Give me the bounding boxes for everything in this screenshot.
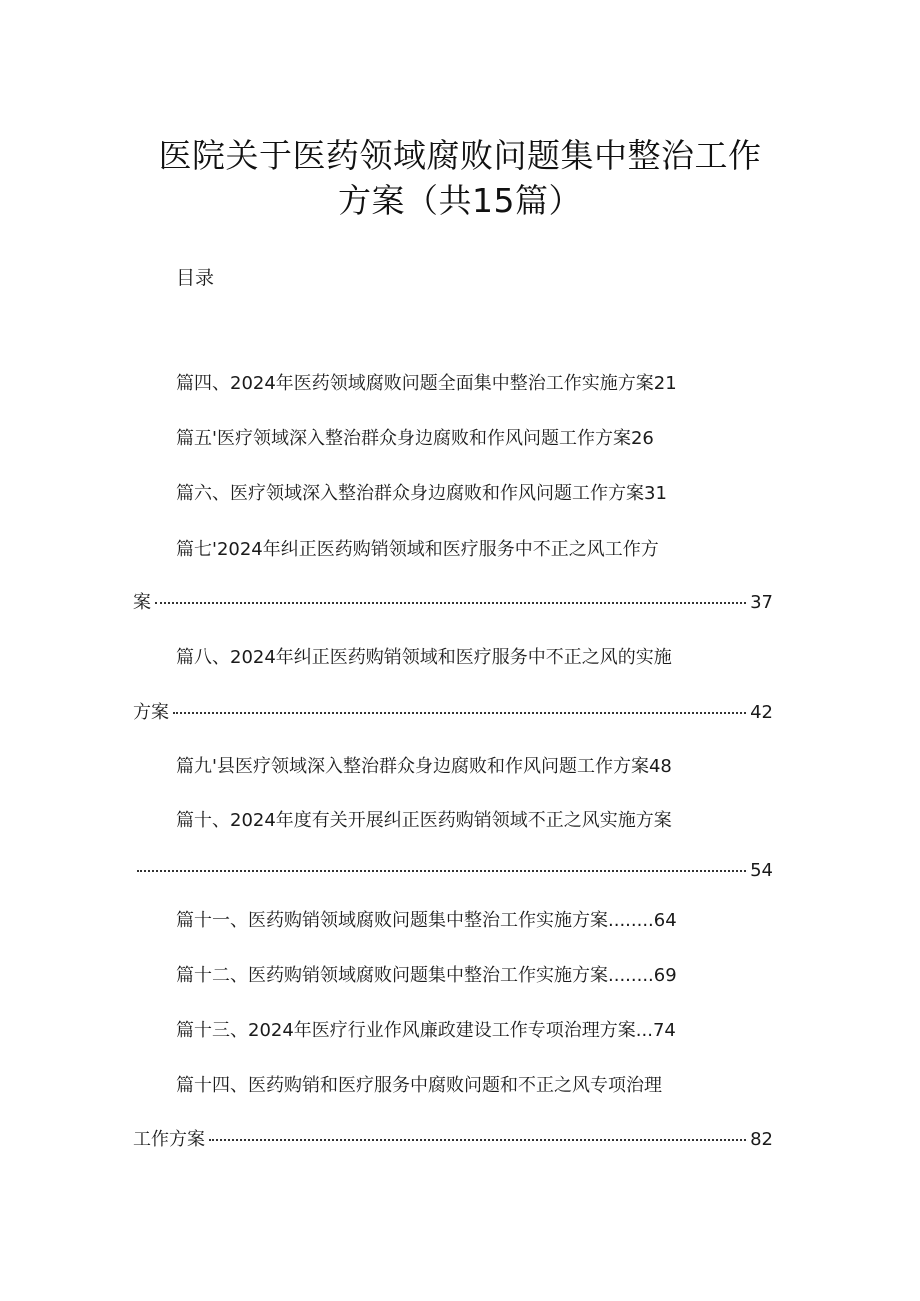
toc-entry-13[interactable]: 篇十三、2024年医疗行业作风廉政建设工作专项治理方案...74 bbox=[176, 1020, 676, 1041]
toc-heading: 目录 bbox=[176, 267, 215, 289]
dot-leader bbox=[137, 868, 746, 872]
toc-entry-8-page: 42 bbox=[750, 702, 773, 723]
toc-entry-8-line-2[interactable] bbox=[133, 700, 773, 726]
document-title-line-1: 医院关于医药领域腐败问题集中整治工作 bbox=[158, 136, 762, 175]
toc-entry-5[interactable]: 篇五'医疗领域深入整治群众身边腐败和作风问题工作方案26 bbox=[176, 428, 654, 449]
toc-entry-7-page: 37 bbox=[750, 592, 773, 613]
toc-entry-9[interactable]: 篇九'县医疗领域深入整治群众身边腐败和作风问题工作方案48 bbox=[176, 756, 672, 777]
toc-entry-10-line-2[interactable] bbox=[133, 858, 773, 884]
toc-entry-12[interactable]: 篇十二、医药购销领域腐败问题集中整治工作实施方案........69 bbox=[176, 965, 677, 986]
toc-entry-7-line-1[interactable]: 篇七'2024年纠正医药购销领域和医疗服务中不正之风工作方 bbox=[176, 539, 659, 560]
toc-entry-7-line-2[interactable] bbox=[133, 590, 773, 616]
toc-entry-6[interactable]: 篇六、医疗领域深入整治群众身边腐败和作风问题工作方案31 bbox=[176, 483, 667, 504]
toc-entry-4[interactable]: 篇四、2024年医药领域腐败问题全面集中整治工作实施方案21 bbox=[176, 373, 677, 394]
toc-entry-8-line-1[interactable]: 篇八、2024年纠正医药购销领域和医疗服务中不正之风的实施 bbox=[176, 647, 672, 668]
toc-entry-14-page: 82 bbox=[750, 1129, 773, 1150]
document-title-line-2: 方案（共15篇） bbox=[338, 181, 582, 220]
toc-entry-10-line-1[interactable]: 篇十、2024年度有关开展纠正医药购销领域不正之风实施方案 bbox=[176, 810, 672, 831]
toc-entry-14-line-2[interactable] bbox=[133, 1127, 773, 1153]
dot-leader bbox=[173, 710, 746, 714]
dot-leader bbox=[209, 1137, 746, 1141]
toc-entry-14-cont: 工作方案 bbox=[133, 1129, 205, 1150]
toc-entry-7-cont: 案 bbox=[133, 592, 151, 613]
toc-entry-8-cont: 方案 bbox=[133, 702, 169, 723]
toc-entry-11[interactable]: 篇十一、医药购销领域腐败问题集中整治工作实施方案........64 bbox=[176, 910, 677, 931]
toc-entry-10-page: 54 bbox=[750, 860, 773, 881]
toc-entry-14-line-1[interactable]: 篇十四、医药购销和医疗服务中腐败问题和不正之风专项治理 bbox=[176, 1075, 662, 1096]
dot-leader bbox=[155, 600, 746, 604]
